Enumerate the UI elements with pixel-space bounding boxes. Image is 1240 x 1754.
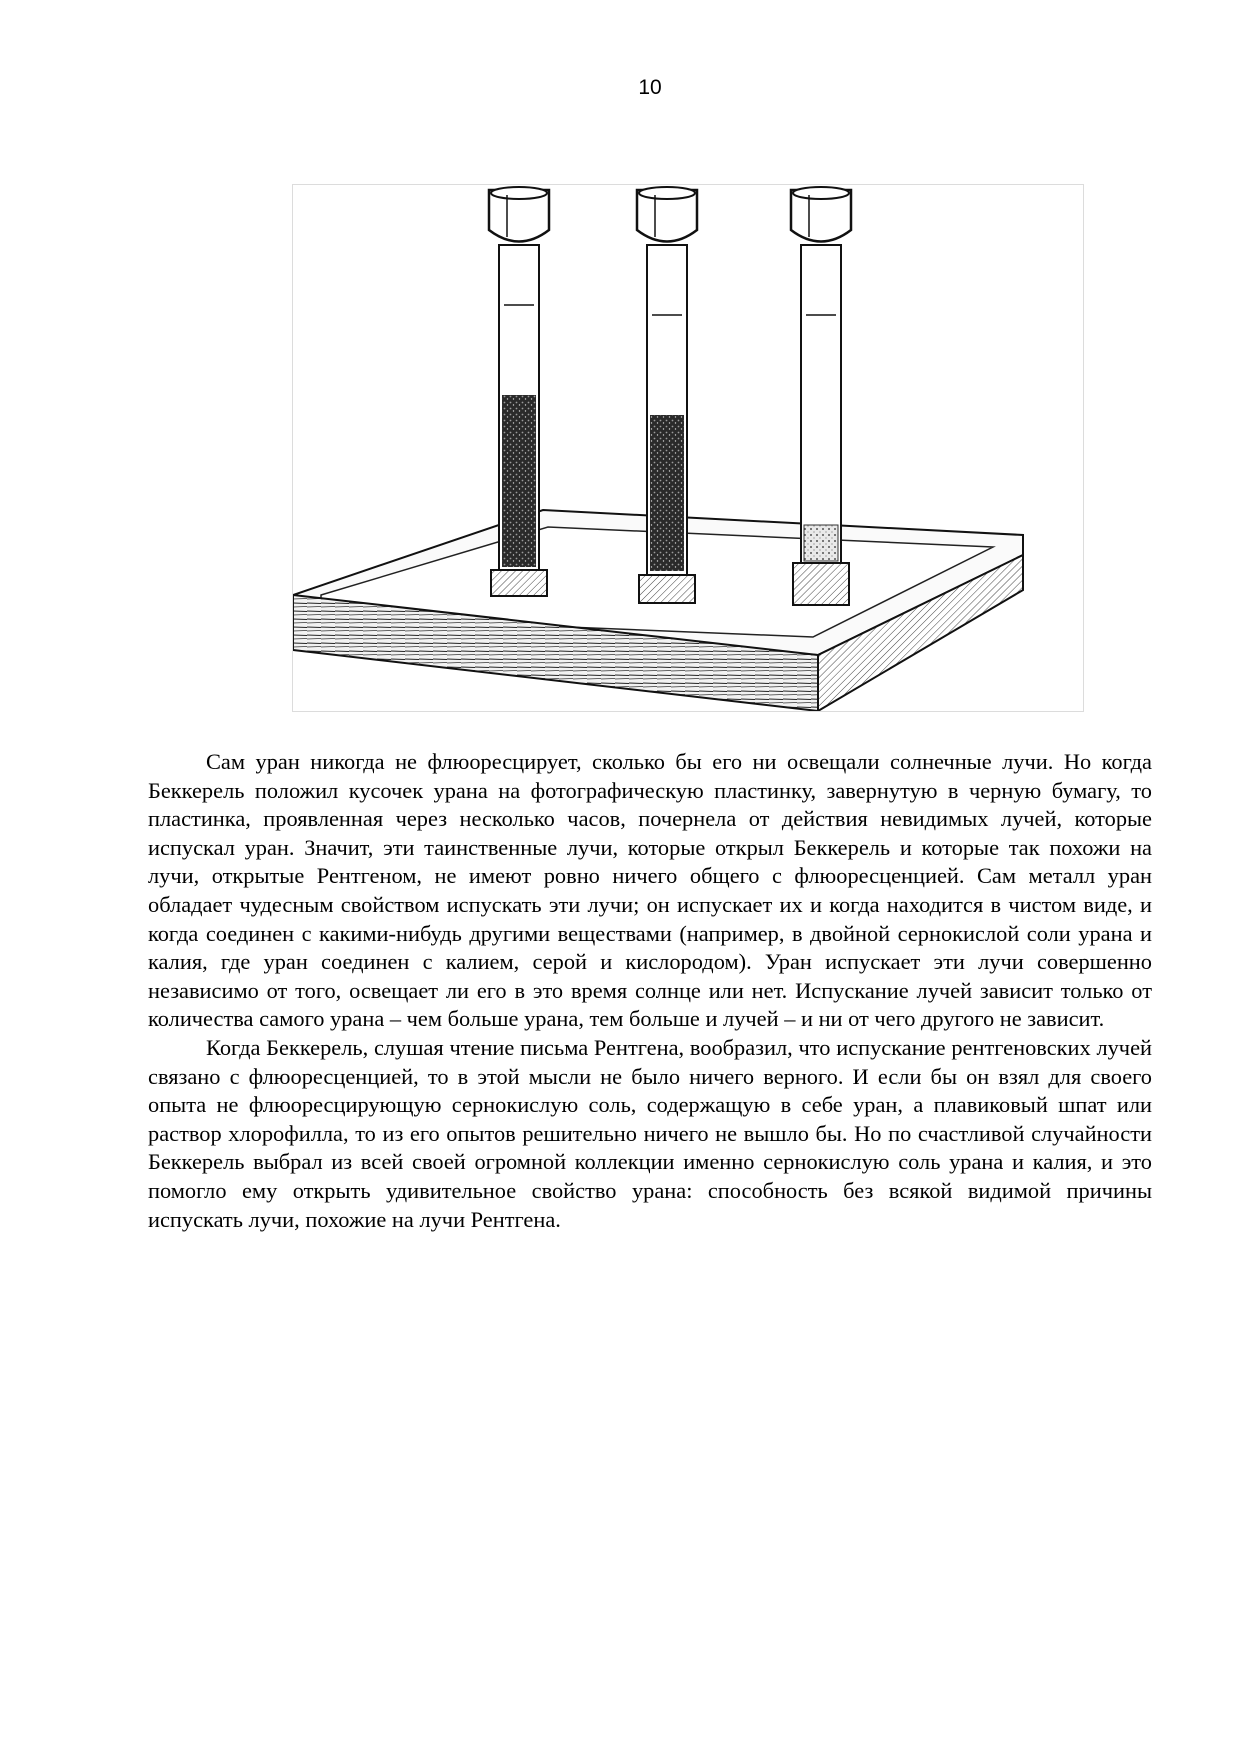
paragraph-1: Сам уран никогда не флюоресцирует, сколько бы его ни освещали солнечные лучи. Но когда Беккерель положил кусочек урана на фотографическую пластинку, завернутую в черную бумагу, то пластинка, проявленная через несколько часов, почернела от действия невидимых лучей, которые испускал уран. Значит, эти таинственные лучи, которые открыл Беккерель и которые так похожи на лучи, открытые Рентгеном, не имеют ровно ничего общего с флюоресценцией. Сам металл уран обладает чудесным свойством испускать эти лучи; он испускает их и когда находится в чистом виде, и когда соединен с какими-нибудь другими веществами (например, в двойной сернокислой соли урана и калия, где уран соединен с калием, серой и кислородом). Уран испускает эти лучи совершенно независимо от того, освещает ли его в это время солнце или нет. Испускание лучей зависит только от количества самого урана – чем больше урана, тем больше и лучей – и ни от чего другого не зависит.: [148, 749, 1152, 1032]
test-tubes-illustration: [292, 184, 1084, 712]
test-tube-3: [791, 187, 851, 605]
text-body: [148, 748, 1152, 1234]
three-test-tubes-on-tray-icon: [293, 185, 1083, 711]
test-tube-1: [489, 187, 549, 596]
page-number: 10: [638, 76, 662, 99]
test-tube-2: [637, 187, 697, 603]
paragraph-2: Когда Беккерель, слушая чтение письма Рентгена, вообразил, что испускание рентгеновских лучей связано с флюоресценцией, то в этой мысли не было ничего верного. И если бы он взял для своего опыта не флюоресцирующую сернокислую соль, содержащую в себе уран, а плавиковый шпат или раствор хлорофилла, то из его опытов решительно ничего не вышло бы. Но по счастливой случайности Беккерель выбрал из всей своей огромной коллекции именно сернокислую соль урана и калия, и это помогло ему открыть удивительное свойство урана: способность без всякой видимой причины испускать лучи, похожие на лучи Рентгена.: [148, 1034, 1152, 1232]
